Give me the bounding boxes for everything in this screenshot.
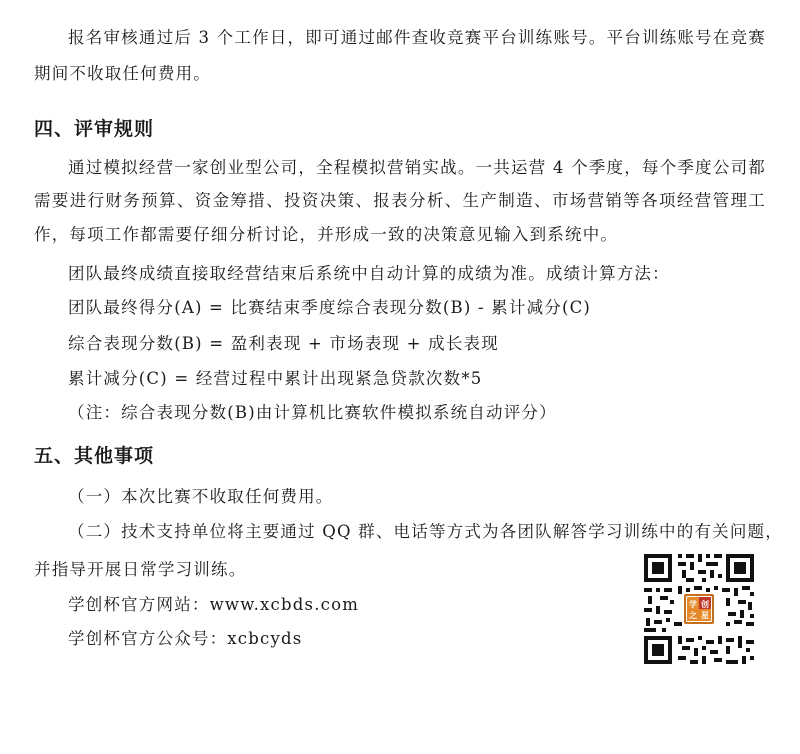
review-paragraph-line-3: 作，每项工作都需要仔细分析讨论，并形成一致的决策意见输入到系统中。 (34, 225, 619, 244)
svg-text:创: 创 (701, 600, 709, 609)
intro-paragraph-line-2: 期间不收取任何费用。 (34, 64, 211, 83)
wechat-qr-code-icon (640, 550, 758, 668)
official-website-line: 学创杯官方网站：www.xcbds.com (68, 595, 360, 614)
scoring-note: （注：综合表现分数(B)由计算机比赛软件模拟系统自动评分） (68, 403, 557, 422)
score-method-paragraph: 团队最终成绩直接取经营结束后系统中自动计算的成绩为准。成绩计算方法： (68, 264, 670, 283)
other-item-2-line-2: 并指导开展日常学习训练。 (34, 560, 247, 579)
section-heading-review-rules: 四、评审规则 (34, 118, 155, 140)
intro-paragraph-line-1: 报名审核通过后 3 个工作日，即可通过邮件查收竞赛平台训练账号。平台训练账号在竞赛 (68, 28, 766, 47)
svg-text:之: 之 (689, 611, 697, 620)
svg-text:星: 星 (701, 611, 709, 620)
official-wechat-line: 学创杯官方公众号：xcbcyds (68, 629, 303, 648)
review-paragraph-line-1: 通过模拟经营一家创业型公司，全程模拟营销实战。一共运营 4 个季度，每个季度公司都 (68, 158, 766, 177)
other-item-1: （一）本次比赛不收取任何费用。 (68, 487, 334, 506)
formula-final-score: 团队最终得分(A) = 比赛结束季度综合表现分数(B) - 累计减分(C) (68, 298, 592, 317)
review-paragraph-line-2: 需要进行财务预算、资金筹措、投资决策、报表分析、生产制造、市场营销等各项经营管理工 (34, 191, 766, 210)
section-heading-other-matters: 五、其他事项 (34, 445, 155, 467)
svg-text:学: 学 (689, 600, 697, 609)
formula-deductions: 累计减分(C) = 经营过程中累计出现紧急贷款次数*5 (68, 369, 483, 388)
formula-composite-score: 综合表现分数(B) = 盈利表现 + 市场表现 + 成长表现 (68, 334, 499, 353)
other-item-2-line-1: （二）技术支持单位将主要通过 QQ 群、电话等方式为各团队解答学习训练中的有关问题， (68, 522, 783, 541)
